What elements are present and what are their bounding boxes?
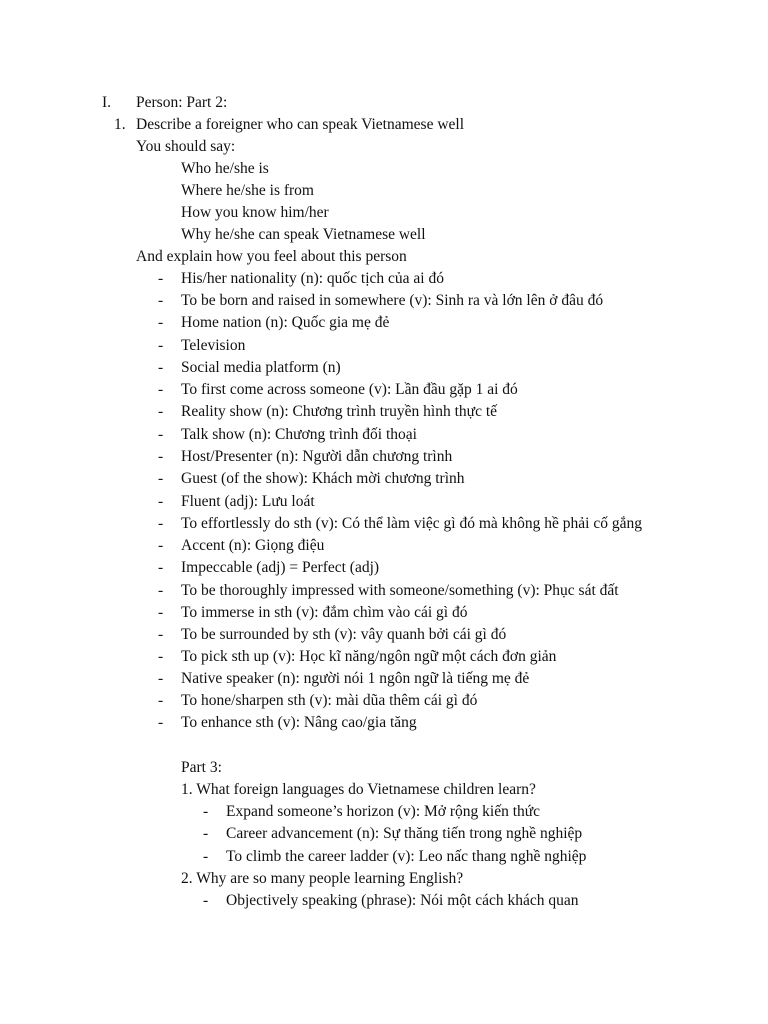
prompt-text: Why he/she can speak Vietnamese well [181,226,426,243]
bullet-dash: - [158,515,164,532]
bullet-dash: - [158,714,164,731]
bullet-dash: - [158,448,164,465]
vocab-text: Television [181,337,246,354]
bullet-dash: - [158,426,164,443]
prompt-text: Who he/she is [181,160,269,177]
vocab-text: To pick sth up (v): Học kĩ năng/ngôn ngữ một cách đơn giản [181,648,557,665]
section-title: Person: Part 2: [136,94,228,111]
bullet-dash: - [203,803,209,820]
bullet-dash: - [158,337,164,354]
vocab-text: Social media platform (n) [181,359,341,376]
bullet-dash: - [158,537,164,554]
question-marker: 1. [114,116,126,133]
bullet-dash: - [203,892,209,909]
part3-title: Part 3: [181,759,222,776]
vocab-text: Native speaker (n): người nói 1 ngôn ngữ là tiếng mẹ đẻ [181,670,530,687]
bullet-dash: - [203,825,209,842]
vocab-text: To hone/sharpen sth (v): mài dũa thêm cái gì đó [181,692,478,709]
part3-question-text: 1. What foreign languages do Vietnamese children learn? [181,781,536,798]
part3-item-text: Career advancement (n): Sự thăng tiến trong nghề nghiệp [226,825,583,842]
vocab-text: Accent (n): Giọng điệu [181,537,325,554]
vocab-text: To enhance sth (v): Nâng cao/gia tăng [181,714,417,731]
bullet-dash: - [158,648,164,665]
vocab-text: Impeccable (adj) = Perfect (adj) [181,559,380,576]
vocab-text: Home nation (n): Quốc gia mẹ đẻ [181,314,390,331]
bullet-dash: - [158,381,164,398]
bullet-dash: - [158,359,164,376]
bullet-dash: - [158,692,164,709]
vocab-text: To immerse in sth (v): đắm chìm vào cái gì đó [181,604,468,621]
prompt-text: How you know him/her [181,204,329,221]
part3-item-text: Objectively speaking (phrase): Nói một cách khách quan [226,892,579,909]
vocab-text: Guest (of the show): Khách mời chương trình [181,470,465,487]
section-marker: I. [102,94,112,111]
question-title: Describe a foreigner who can speak Vietnamese well [136,116,465,133]
bullet-dash: - [158,403,164,420]
vocab-text: Reality show (n): Chương trình truyền hình thực tế [181,403,498,420]
part3-question-text: 2. Why are so many people learning English? [181,870,464,887]
bullet-dash: - [158,314,164,331]
vocab-text: To be thoroughly impressed with someone/something (v): Phục sát đất [181,582,619,599]
bullet-dash: - [158,292,164,309]
vocab-text: To first come across someone (v): Lần đầu gặp 1 ai đó [181,381,518,398]
vocab-text: To effortlessly do sth (v): Có thể làm việc gì đó mà không hề phải cố gắng [181,515,642,532]
bullet-dash: - [158,604,164,621]
bullet-dash: - [158,626,164,643]
vocab-text: To be born and raised in somewhere (v): Sinh ra và lớn lên ở đâu đó [181,292,604,309]
part3-item-text: To climb the career ladder (v): Leo nấc thang nghề nghiệp [226,848,587,865]
bullet-dash: - [158,670,164,687]
bullet-dash: - [203,848,209,865]
prompt-text: Where he/she is from [181,182,314,199]
vocab-text: Talk show (n): Chương trình đối thoại [181,426,417,443]
bullet-dash: - [158,493,164,510]
you-should-say-text: You should say: [136,138,236,155]
bullet-dash: - [158,582,164,599]
bullet-dash: - [158,470,164,487]
bullet-dash: - [158,559,164,576]
explain-text: And explain how you feel about this person [136,248,407,265]
vocab-text: His/her nationality (n): quốc tịch của ai đó [181,270,444,287]
vocab-text: Fluent (adj): Lưu loát [181,493,315,510]
part3-item-text: Expand someone’s horizon (v): Mở rộng kiến thức [226,803,541,820]
bullet-dash: - [158,270,164,287]
vocab-text: Host/Presenter (n): Người dẫn chương trình [181,448,453,465]
vocab-text: To be surrounded by sth (v): vây quanh bởi cái gì đó [181,626,507,643]
